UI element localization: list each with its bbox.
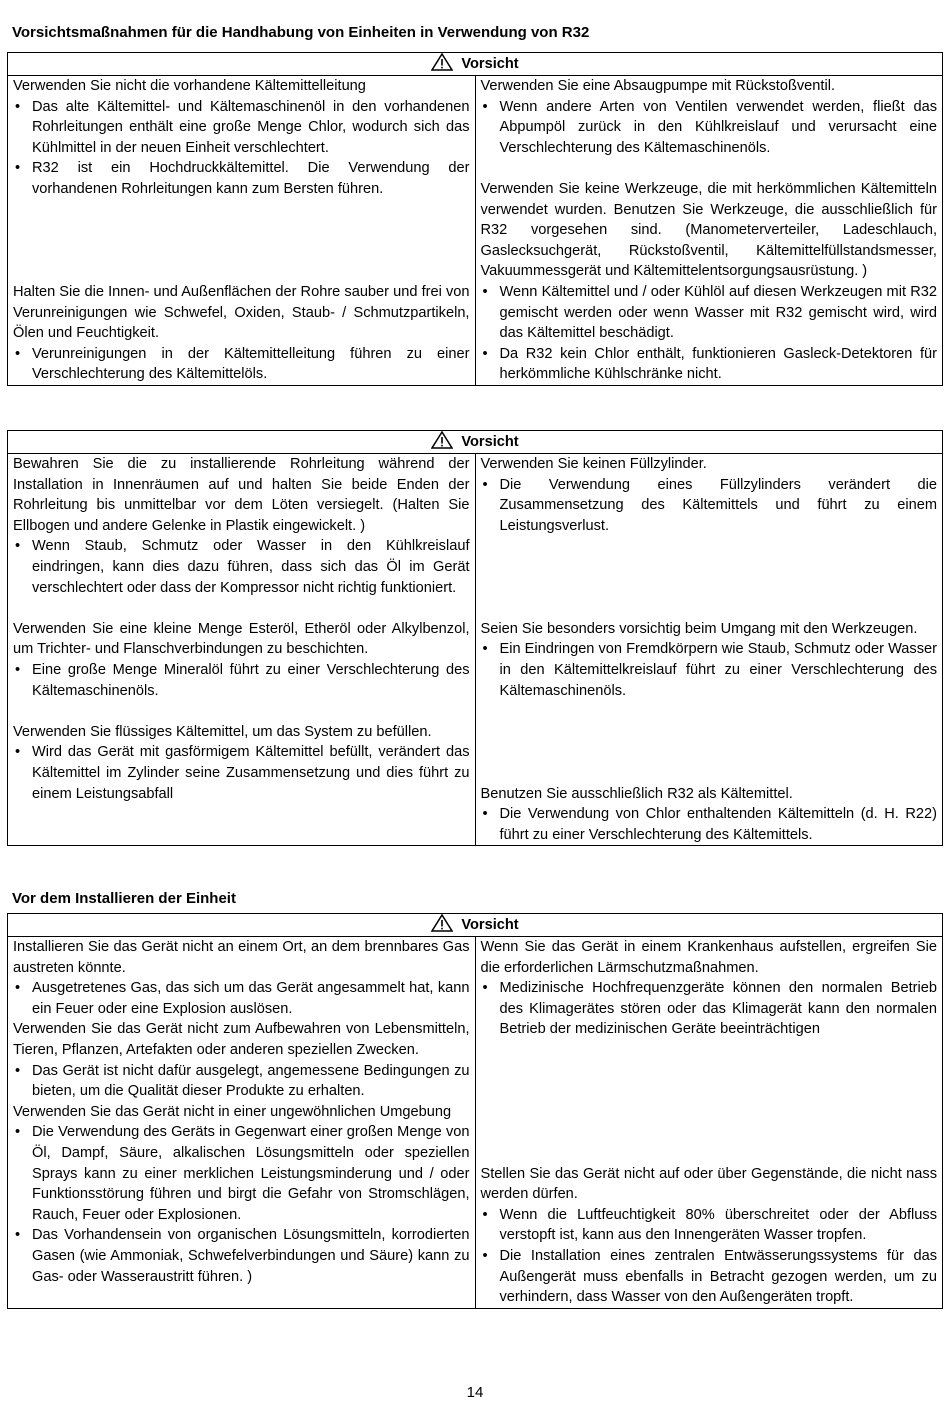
paragraph: Installieren Sie das Gerät nicht an einem Ort, an dem brennbares Gas austreten könnte. [13,939,470,976]
caution-label: Vorsicht [461,434,519,450]
caution-header [8,431,943,454]
section3-title: Vor dem Installieren der Einheit [12,890,236,907]
bullet-item: • Wenn Staub, Schmutz oder Wasser in den Kühlkreislauf eindringen, kann dies dazu führen, dass sich das Öl im Gerät verschlechtert oder dass der Kompressor nicht richtig funktioniert. [13,536,470,598]
paragraph: Verwenden Sie das Gerät nicht zum Aufbewahren von Lebensmitteln, Tieren, Pflanzen, Artefakten oder anderen speziellen Zwecken. [13,1021,470,1058]
bullet-item: • Die Verwendung von Chlor enthaltenden Kältemitteln (d. H. R22) führt zu einer Verschlechterung des Kältemittels. [481,804,938,845]
right-column [475,937,943,1309]
bullet-item: • Medizinische Hochfrequenzgeräte können den normalen Betrieb des Klimagerätes stören oder das Klimagerät kann den normalen Betrieb der medizinischen Geräte beeinträchtigen [481,978,938,1040]
bullet-item: • Das alte Kältemittel- und Kältemaschinenöl in den vorhandenen Rohrleitungen enthält eine große Menge Chlor, wodurch sich das Kühlmittel in der neuen Einheit verschlechtert. [13,97,470,159]
bullet-item: • Wenn die Luftfeuchtigkeit 80% überschreitet oder der Abfluss verstopft ist, kann aus den Innengeräten Wasser tropfen. [481,1205,938,1246]
caution-header [8,53,943,76]
paragraph: Bewahren Sie die zu installierende Rohrleitung während der Installation in Innenräumen auf und halten Sie beide Enden der Rohrleitung bis unmittelbar vor dem Löten versiegelt. (Halten Sie Ellbogen und andere Gelenke in Plastik eingewickelt. ) [13,456,470,534]
warning-triangle-icon [431,914,453,932]
left-column [8,937,476,1309]
paragraph: Verwenden Sie eine Absaugpumpe mit Rückstoßventil. [480,78,836,94]
spacer [13,701,470,722]
spacer [13,598,470,619]
section1-title: Vorsichtsmaßnahmen für die Handhabung von Einheiten in Verwendung von R32 [12,24,590,41]
spacer [481,158,938,179]
paragraph: Seien Sie besonders vorsichtig beim Umgang mit den Werkzeugen. [480,620,918,637]
bullet-item: • Wenn andere Arten von Ventilen verwendet werden, fließt das Abpumpöl zurück in den Kühlkreislauf und verursacht eine Verschlechterung des Kältemaschinenöls. [481,97,938,159]
paragraph: Stellen Sie das Gerät nicht auf oder über Gegenstände, die nicht nass werden dürfen. [480,1165,937,1203]
caution-table-1 [7,52,943,386]
bullet-item: • Das Vorhandensein von organischen Lösungsmitteln, korrodierten Gasen (wie Ammoniak, Schwefelverbindungen und Säure) kann zu Gas- oder Wasseraustritt führen. ) [13,1225,470,1287]
right-column [475,454,943,846]
paragraph: Halten Sie die Innen- und Außenflächen der Rohre sauber und frei von Verunreinigungen wie Schwefel, Oxiden, Staub- / Schmutzpartikeln, Ölen und Feuchtigkeit. [13,283,470,342]
bullet-item: • Die Verwendung des Geräts in Gegenwart einer großen Menge von Öl, Dampf, Säure, alkalischen Lösungsmitteln oder speziellen Sprays kann zu einer merklichen Leistungsminderung und / oder Funktionsstörung führen und birgt die Gefahr von Stromschlägen, Rauch, Feuer oder Explosionen. [13,1122,470,1225]
bullet-item: • Ein Eindringen von Fremdkörpern wie Staub, Schmutz oder Wasser in den Kältemittelkreislauf führt zu einer Verschlechterung des Kältemaschinenöls. [481,639,938,701]
bullet-item: • Wird das Gerät mit gasförmigem Kältemittel befüllt, verändert das Kältemittel im Zylinder seine Zusammensetzung und dies führt zu einem Leistungsabfall [13,742,470,804]
spacer [481,536,938,618]
right-column [475,76,943,386]
paragraph: Verwenden Sie keinen Füllzylinder. [480,456,707,472]
spacer [481,1040,938,1164]
bullet-item: • Ausgetretenes Gas, das sich um das Gerät angesammelt hat, kann ein Feuer oder eine Explosion auslösen. [13,978,470,1019]
warning-triangle-icon [431,53,453,71]
paragraph: Verwenden Sie das Gerät nicht in einer ungewöhnlichen Umgebung [13,1103,452,1120]
bullet-item: • Wenn Kältemittel und / oder Kühlöl auf diesen Werkzeugen mit R32 gemischt werden oder wenn Wasser mit R32 gemischt wird, wird das Kältemittel beschädigt. [481,282,938,344]
paragraph: Verwenden Sie keine Werkzeuge, die mit herkömmlichen Kältemitteln verwendet wurden. Benutzen Sie Werkzeuge, die ausschließlich für R32 vorgesehen sind. (Manometerverteiler, Ladeschlauch, Gaslecksuchgerät, Rückstoßventil, Kältemittelfüllstandsmesser, Vakuummessgerät und Kältemittelentsorgungsausrüstung. ) [480,180,937,280]
caution-label: Vorsicht [461,56,519,72]
paragraph: Benutzen Sie ausschließlich R32 als Kältemittel. [480,785,793,802]
warning-triangle-icon [431,431,453,449]
bullet-item: • Das Gerät ist nicht dafür ausgelegt, angemessene Bedingungen zu bieten, um die Qualität dieser Produkte zu erhalten. [13,1061,470,1102]
bullet-item: • Verunreinigungen in der Kältemittelleitung führen zu einer Verschlechterung des Kältemittelöls. [13,344,470,385]
caution-label: Vorsicht [461,917,519,933]
paragraph: Verwenden Sie eine kleine Menge Esteröl, Etheröl oder Alkylbenzol, um Trichter- und Flanschverbindungen zu beschichten. [13,620,470,658]
bullet-item: • Die Verwendung eines Füllzylinders verändert die Zusammensetzung des Kältemittels und führt zu einem Leistungsverlust. [481,475,938,537]
left-column [8,454,476,846]
bullet-item: • Eine große Menge Mineralöl führt zu einer Verschlechterung des Kältemaschinenöls. [13,660,470,701]
caution-header [8,914,943,937]
caution-table-3 [7,913,943,1309]
left-column [8,76,476,386]
page-number: 14 [466,1384,484,1401]
bullet-item: • Da R32 kein Chlor enthält, funktionieren Gasleck-Detektoren für herkömmliche Kühlschränke nicht. [481,344,938,385]
paragraph: Verwenden Sie nicht die vorhandene Kältemittelleitung [13,78,366,94]
caution-table-2 [7,430,943,846]
bullet-item: • R32 ist ein Hochdruckkältemittel. Die Verwendung der vorhandenen Rohrleitungen kann zum Bersten führen. [13,158,470,199]
paragraph: Verwenden Sie flüssiges Kältemittel, um das System zu befüllen. [13,723,432,740]
bullet-item: • Die Installation eines zentralen Entwässerungssystems für das Außengerät muss ebenfalls in Betracht gezogen werden, um zu verhindern, dass Wasser von den Außengeräten tropft. [481,1246,938,1308]
spacer [13,200,470,282]
spacer [481,701,938,783]
paragraph: Wenn Sie das Gerät in einem Krankenhaus aufstellen, ergreifen Sie die erforderlichen Lärmschutzmaßnahmen. [480,939,937,976]
